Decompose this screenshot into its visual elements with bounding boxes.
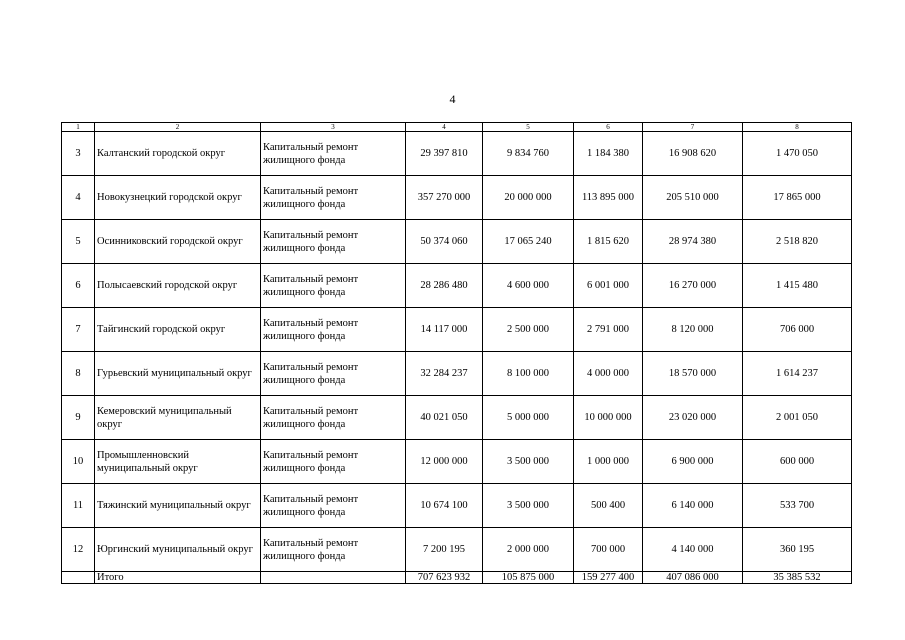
amount-col-6: 1 815 620 [574, 220, 643, 264]
municipality-name: Тайгинский городской округ [95, 308, 261, 352]
amount-col-6: 500 400 [574, 484, 643, 528]
work-type: Капитальный ремонт жилищного фонда [261, 308, 406, 352]
municipality-name: Кемеровский муниципальный округ [95, 396, 261, 440]
amount-col-7: 205 510 000 [643, 176, 743, 220]
amount-col-5: 4 600 000 [483, 264, 574, 308]
row-number: 11 [62, 484, 95, 528]
row-number: 4 [62, 176, 95, 220]
column-number: 2 [95, 123, 261, 132]
total-col-7: 407 086 000 [643, 572, 743, 584]
total-col-5: 105 875 000 [483, 572, 574, 584]
table-row [62, 352, 852, 396]
row-number: 6 [62, 264, 95, 308]
total-empty-cell [261, 572, 406, 584]
amount-col-8: 706 000 [743, 308, 852, 352]
row-number: 10 [62, 440, 95, 484]
column-number: 5 [483, 123, 574, 132]
amount-col-7: 6 140 000 [643, 484, 743, 528]
amount-col-5: 20 000 000 [483, 176, 574, 220]
total-col-4: 707 623 932 [406, 572, 483, 584]
municipality-name: Тяжинский муниципальный округ [95, 484, 261, 528]
amount-col-6: 10 000 000 [574, 396, 643, 440]
row-number: 9 [62, 396, 95, 440]
amount-col-8: 17 865 000 [743, 176, 852, 220]
amount-col-7: 16 270 000 [643, 264, 743, 308]
work-type: Капитальный ремонт жилищного фонда [261, 484, 406, 528]
column-number: 8 [743, 123, 852, 132]
table-row [62, 308, 852, 352]
table-row [62, 132, 852, 176]
amount-col-7: 28 974 380 [643, 220, 743, 264]
work-type: Капитальный ремонт жилищного фонда [261, 528, 406, 572]
amount-col-6: 113 895 000 [574, 176, 643, 220]
amount-col-7: 6 900 000 [643, 440, 743, 484]
column-number: 4 [406, 123, 483, 132]
table-row [62, 220, 852, 264]
row-number: 3 [62, 132, 95, 176]
amount-col-5: 17 065 240 [483, 220, 574, 264]
row-number: 12 [62, 528, 95, 572]
amount-col-7: 8 120 000 [643, 308, 743, 352]
municipality-name: Новокузнецкий городской округ [95, 176, 261, 220]
amount-col-5: 9 834 760 [483, 132, 574, 176]
table-row [62, 264, 852, 308]
amount-col-4: 32 284 237 [406, 352, 483, 396]
amount-col-7: 23 020 000 [643, 396, 743, 440]
work-type: Капитальный ремонт жилищного фонда [261, 264, 406, 308]
amount-col-6: 2 791 000 [574, 308, 643, 352]
amount-col-8: 1 415 480 [743, 264, 852, 308]
amount-col-6: 4 000 000 [574, 352, 643, 396]
row-number: 7 [62, 308, 95, 352]
row-number: 5 [62, 220, 95, 264]
total-empty-cell [62, 572, 95, 584]
amount-col-5: 5 000 000 [483, 396, 574, 440]
amount-col-8: 2 518 820 [743, 220, 852, 264]
municipality-name: Осинниковский городской округ [95, 220, 261, 264]
amount-col-5: 2 000 000 [483, 528, 574, 572]
total-col-8: 35 385 532 [743, 572, 852, 584]
table-row [62, 396, 852, 440]
amount-col-4: 40 021 050 [406, 396, 483, 440]
work-type: Капитальный ремонт жилищного фонда [261, 352, 406, 396]
amount-col-7: 16 908 620 [643, 132, 743, 176]
amount-col-5: 3 500 000 [483, 440, 574, 484]
work-type: Капитальный ремонт жилищного фонда [261, 176, 406, 220]
amount-col-4: 7 200 195 [406, 528, 483, 572]
amount-col-8: 1 470 050 [743, 132, 852, 176]
amount-col-5: 3 500 000 [483, 484, 574, 528]
work-type: Капитальный ремонт жилищного фонда [261, 396, 406, 440]
amount-col-4: 14 117 000 [406, 308, 483, 352]
amount-col-7: 4 140 000 [643, 528, 743, 572]
table-row [62, 440, 852, 484]
municipality-name: Гурьевский муниципальный округ [95, 352, 261, 396]
amount-col-8: 360 195 [743, 528, 852, 572]
row-number: 8 [62, 352, 95, 396]
municipality-name: Юргинский муниципальный округ [95, 528, 261, 572]
amount-col-8: 600 000 [743, 440, 852, 484]
amount-col-4: 12 000 000 [406, 440, 483, 484]
column-number: 3 [261, 123, 406, 132]
municipality-name: Полысаевский городской округ [95, 264, 261, 308]
table-row [62, 528, 852, 572]
total-row [62, 572, 852, 584]
page-number: 4 [449, 92, 456, 106]
column-number-row [62, 123, 852, 132]
amount-col-6: 6 001 000 [574, 264, 643, 308]
amount-col-4: 357 270 000 [406, 176, 483, 220]
work-type: Капитальный ремонт жилищного фонда [261, 220, 406, 264]
amount-col-5: 2 500 000 [483, 308, 574, 352]
total-label: Итого [95, 572, 261, 584]
total-col-6: 159 277 400 [574, 572, 643, 584]
municipality-name: Калтанский городской округ [95, 132, 261, 176]
work-type: Капитальный ремонт жилищного фонда [261, 132, 406, 176]
amount-col-8: 2 001 050 [743, 396, 852, 440]
amount-col-6: 1 184 380 [574, 132, 643, 176]
municipality-name: Промышленновский муниципальный округ [95, 440, 261, 484]
financing-table [61, 122, 852, 584]
amount-col-4: 10 674 100 [406, 484, 483, 528]
amount-col-6: 700 000 [574, 528, 643, 572]
column-number: 7 [643, 123, 743, 132]
amount-col-5: 8 100 000 [483, 352, 574, 396]
amount-col-6: 1 000 000 [574, 440, 643, 484]
amount-col-7: 18 570 000 [643, 352, 743, 396]
work-type: Капитальный ремонт жилищного фонда [261, 440, 406, 484]
column-number: 6 [574, 123, 643, 132]
amount-col-8: 1 614 237 [743, 352, 852, 396]
amount-col-4: 29 397 810 [406, 132, 483, 176]
table-row [62, 484, 852, 528]
amount-col-4: 50 374 060 [406, 220, 483, 264]
amount-col-4: 28 286 480 [406, 264, 483, 308]
table-row [62, 176, 852, 220]
amount-col-8: 533 700 [743, 484, 852, 528]
column-number: 1 [62, 123, 95, 132]
